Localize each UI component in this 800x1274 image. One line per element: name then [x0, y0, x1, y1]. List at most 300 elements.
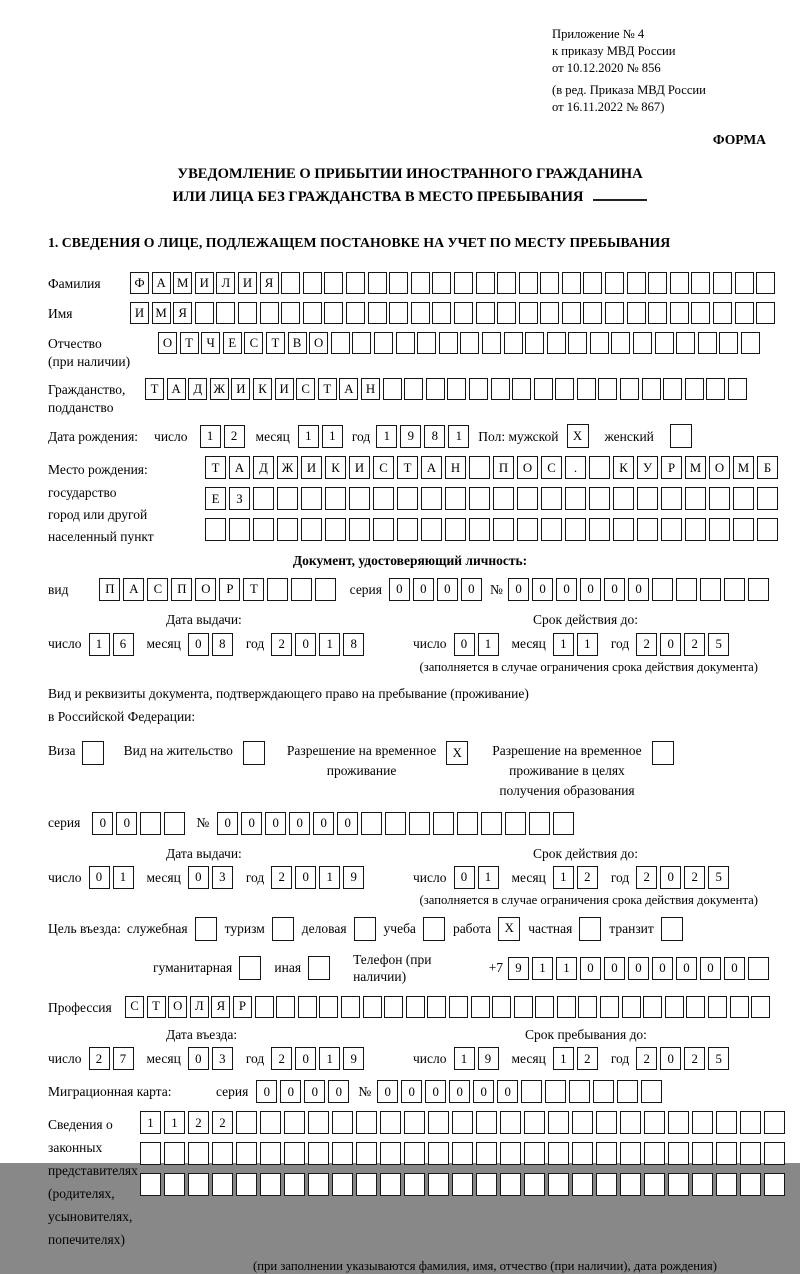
birth-place-input-row2[interactable]: [205, 487, 781, 510]
char-cell[interactable]: 0: [628, 957, 649, 980]
char-cell[interactable]: [140, 812, 161, 835]
char-cell[interactable]: [583, 302, 602, 324]
char-cell[interactable]: [284, 1111, 305, 1134]
char-cell[interactable]: 2: [224, 425, 245, 448]
char-cell[interactable]: И: [349, 456, 370, 479]
char-cell[interactable]: [517, 487, 538, 510]
char-cell[interactable]: А: [152, 272, 171, 294]
char-cell[interactable]: [497, 302, 516, 324]
char-cell[interactable]: [404, 1142, 425, 1165]
char-cell[interactable]: [668, 1173, 689, 1196]
char-cell[interactable]: [188, 1173, 209, 1196]
representatives-input-row2[interactable]: [140, 1142, 788, 1165]
phone-input[interactable]: [508, 957, 772, 980]
char-cell[interactable]: 0: [188, 633, 209, 656]
char-cell[interactable]: [756, 272, 775, 294]
char-cell[interactable]: [620, 378, 639, 400]
char-cell[interactable]: [553, 812, 574, 835]
purpose-checkbox[interactable]: [308, 956, 330, 980]
char-cell[interactable]: [385, 812, 406, 835]
checkbox-cell[interactable]: [239, 956, 261, 980]
char-cell[interactable]: [740, 1111, 761, 1134]
char-cell[interactable]: 0: [92, 812, 113, 835]
char-cell[interactable]: 0: [724, 957, 745, 980]
char-cell[interactable]: [397, 518, 418, 541]
char-cell[interactable]: 0: [295, 866, 316, 889]
migration-number-input[interactable]: [377, 1080, 665, 1103]
char-cell[interactable]: [332, 1173, 353, 1196]
char-cell[interactable]: 0: [461, 578, 482, 601]
char-cell[interactable]: [164, 1173, 185, 1196]
char-cell[interactable]: [534, 378, 553, 400]
char-cell[interactable]: О: [709, 456, 730, 479]
char-cell[interactable]: [389, 272, 408, 294]
purpose-checkbox[interactable]: [423, 917, 445, 941]
char-cell[interactable]: [384, 996, 403, 1018]
char-cell[interactable]: 8: [343, 633, 364, 656]
char-cell[interactable]: С: [244, 332, 263, 354]
char-cell[interactable]: 3: [212, 866, 233, 889]
char-cell[interactable]: М: [733, 456, 754, 479]
char-cell[interactable]: [764, 1173, 785, 1196]
char-cell[interactable]: 2: [684, 633, 705, 656]
char-cell[interactable]: И: [238, 272, 257, 294]
char-cell[interactable]: К: [325, 456, 346, 479]
char-cell[interactable]: [469, 456, 490, 479]
char-cell[interactable]: [730, 996, 749, 1018]
char-cell[interactable]: [596, 1111, 617, 1134]
char-cell[interactable]: [409, 812, 430, 835]
char-cell[interactable]: [692, 1173, 713, 1196]
char-cell[interactable]: [644, 1111, 665, 1134]
char-cell[interactable]: [617, 1080, 638, 1103]
char-cell[interactable]: Л: [190, 996, 209, 1018]
char-cell[interactable]: Б: [757, 456, 778, 479]
char-cell[interactable]: [447, 378, 466, 400]
char-cell[interactable]: Я: [260, 272, 279, 294]
checkbox-cell[interactable]: [354, 917, 376, 941]
entry-year[interactable]: [271, 1047, 367, 1070]
char-cell[interactable]: К: [613, 456, 634, 479]
char-cell[interactable]: 9: [343, 866, 364, 889]
char-cell[interactable]: [700, 578, 721, 601]
char-cell[interactable]: [452, 1173, 473, 1196]
doc-valid-day[interactable]: [454, 633, 502, 656]
checkbox-cell[interactable]: X: [498, 917, 520, 941]
char-cell[interactable]: 0: [532, 578, 553, 601]
char-cell[interactable]: 2: [271, 633, 292, 656]
char-cell[interactable]: П: [171, 578, 192, 601]
char-cell[interactable]: [493, 518, 514, 541]
char-cell[interactable]: 0: [295, 1047, 316, 1070]
char-cell[interactable]: [276, 996, 295, 1018]
visa-checkbox[interactable]: [82, 741, 104, 765]
char-cell[interactable]: [691, 272, 710, 294]
char-cell[interactable]: Т: [318, 378, 337, 400]
char-cell[interactable]: В: [288, 332, 307, 354]
char-cell[interactable]: А: [167, 378, 186, 400]
char-cell[interactable]: [454, 272, 473, 294]
purpose-checkbox[interactable]: [195, 917, 217, 941]
char-cell[interactable]: [562, 272, 581, 294]
char-cell[interactable]: У: [637, 456, 658, 479]
char-cell[interactable]: [471, 996, 490, 1018]
char-cell[interactable]: [748, 957, 769, 980]
char-cell[interactable]: [308, 1111, 329, 1134]
char-cell[interactable]: 1: [322, 425, 343, 448]
char-cell[interactable]: [346, 272, 365, 294]
char-cell[interactable]: 2: [684, 1047, 705, 1070]
char-cell[interactable]: [686, 996, 705, 1018]
char-cell[interactable]: [452, 1111, 473, 1134]
char-cell[interactable]: [541, 518, 562, 541]
char-cell[interactable]: [756, 302, 775, 324]
char-cell[interactable]: [236, 1111, 257, 1134]
char-cell[interactable]: 1: [454, 1047, 475, 1070]
char-cell[interactable]: [548, 1111, 569, 1134]
char-cell[interactable]: [716, 1173, 737, 1196]
char-cell[interactable]: И: [130, 302, 149, 324]
char-cell[interactable]: 1: [376, 425, 397, 448]
char-cell[interactable]: [428, 1142, 449, 1165]
char-cell[interactable]: [421, 518, 442, 541]
char-cell[interactable]: [512, 378, 531, 400]
char-cell[interactable]: [303, 302, 322, 324]
char-cell[interactable]: [519, 302, 538, 324]
char-cell[interactable]: [476, 1173, 497, 1196]
char-cell[interactable]: Т: [145, 378, 164, 400]
char-cell[interactable]: [613, 518, 634, 541]
char-cell[interactable]: [740, 1142, 761, 1165]
char-cell[interactable]: 0: [89, 866, 110, 889]
checkbox-cell[interactable]: [82, 741, 104, 765]
birth-day-input[interactable]: [200, 425, 248, 448]
char-cell[interactable]: [469, 487, 490, 510]
char-cell[interactable]: [524, 1173, 545, 1196]
char-cell[interactable]: [593, 1080, 614, 1103]
char-cell[interactable]: [505, 812, 526, 835]
char-cell[interactable]: 5: [708, 866, 729, 889]
char-cell[interactable]: [733, 518, 754, 541]
char-cell[interactable]: 1: [319, 866, 340, 889]
char-cell[interactable]: [469, 378, 488, 400]
char-cell[interactable]: [374, 332, 393, 354]
birth-month-input[interactable]: [298, 425, 346, 448]
char-cell[interactable]: [260, 1173, 281, 1196]
char-cell[interactable]: [565, 487, 586, 510]
char-cell[interactable]: 0: [328, 1080, 349, 1103]
char-cell[interactable]: [524, 1111, 545, 1134]
char-cell[interactable]: [596, 1142, 617, 1165]
patronymic-input[interactable]: [158, 332, 763, 354]
char-cell[interactable]: [642, 378, 661, 400]
surname-input[interactable]: [130, 272, 778, 294]
char-cell[interactable]: Д: [188, 378, 207, 400]
checkbox-cell[interactable]: X: [567, 424, 589, 448]
char-cell[interactable]: [535, 996, 554, 1018]
char-cell[interactable]: 0: [241, 812, 262, 835]
char-cell[interactable]: 1: [113, 866, 134, 889]
char-cell[interactable]: [373, 518, 394, 541]
char-cell[interactable]: [555, 378, 574, 400]
purpose-checkbox[interactable]: [354, 917, 376, 941]
char-cell[interactable]: 0: [660, 866, 681, 889]
doc-issue-month[interactable]: [188, 633, 236, 656]
char-cell[interactable]: 1: [298, 425, 319, 448]
char-cell[interactable]: [497, 272, 516, 294]
char-cell[interactable]: [164, 1142, 185, 1165]
char-cell[interactable]: 2: [577, 1047, 598, 1070]
residence-series-input[interactable]: [92, 812, 188, 835]
char-cell[interactable]: Т: [147, 996, 166, 1018]
char-cell[interactable]: 0: [217, 812, 238, 835]
char-cell[interactable]: [578, 996, 597, 1018]
char-cell[interactable]: 0: [628, 578, 649, 601]
char-cell[interactable]: [620, 1173, 641, 1196]
residence-issue-year[interactable]: [271, 866, 367, 889]
char-cell[interactable]: С: [541, 456, 562, 479]
char-cell[interactable]: [663, 378, 682, 400]
char-cell[interactable]: [529, 812, 550, 835]
char-cell[interactable]: [260, 302, 279, 324]
char-cell[interactable]: [685, 378, 704, 400]
char-cell[interactable]: Н: [361, 378, 380, 400]
char-cell[interactable]: [315, 578, 336, 601]
char-cell[interactable]: [460, 332, 479, 354]
char-cell[interactable]: [319, 996, 338, 1018]
char-cell[interactable]: М: [685, 456, 706, 479]
char-cell[interactable]: [572, 1142, 593, 1165]
purpose-checkbox[interactable]: [661, 917, 683, 941]
doc-series-input[interactable]: [389, 578, 485, 601]
char-cell[interactable]: [205, 518, 226, 541]
char-cell[interactable]: [685, 487, 706, 510]
char-cell[interactable]: [713, 272, 732, 294]
char-cell[interactable]: [298, 996, 317, 1018]
char-cell[interactable]: [613, 487, 634, 510]
char-cell[interactable]: Т: [243, 578, 264, 601]
char-cell[interactable]: 0: [389, 578, 410, 601]
char-cell[interactable]: 2: [188, 1111, 209, 1134]
char-cell[interactable]: [637, 518, 658, 541]
char-cell[interactable]: [572, 1111, 593, 1134]
char-cell[interactable]: И: [301, 456, 322, 479]
char-cell[interactable]: Е: [205, 487, 226, 510]
char-cell[interactable]: [641, 1080, 662, 1103]
char-cell[interactable]: 0: [604, 957, 625, 980]
char-cell[interactable]: [260, 1111, 281, 1134]
char-cell[interactable]: [596, 1173, 617, 1196]
char-cell[interactable]: С: [373, 456, 394, 479]
char-cell[interactable]: Р: [661, 456, 682, 479]
char-cell[interactable]: [545, 1080, 566, 1103]
char-cell[interactable]: [361, 812, 382, 835]
stay-until-day[interactable]: [454, 1047, 502, 1070]
char-cell[interactable]: 9: [343, 1047, 364, 1070]
char-cell[interactable]: О: [195, 578, 216, 601]
char-cell[interactable]: 0: [188, 1047, 209, 1070]
char-cell[interactable]: 9: [478, 1047, 499, 1070]
char-cell[interactable]: [648, 272, 667, 294]
char-cell[interactable]: [332, 1142, 353, 1165]
char-cell[interactable]: [741, 332, 760, 354]
char-cell[interactable]: [396, 332, 415, 354]
char-cell[interactable]: [476, 1111, 497, 1134]
char-cell[interactable]: [341, 996, 360, 1018]
char-cell[interactable]: 0: [473, 1080, 494, 1103]
char-cell[interactable]: 1: [319, 1047, 340, 1070]
char-cell[interactable]: [212, 1173, 233, 1196]
char-cell[interactable]: [216, 302, 235, 324]
char-cell[interactable]: С: [125, 996, 144, 1018]
char-cell[interactable]: [457, 812, 478, 835]
char-cell[interactable]: Т: [205, 456, 226, 479]
char-cell[interactable]: [253, 518, 274, 541]
char-cell[interactable]: Т: [397, 456, 418, 479]
char-cell[interactable]: [764, 1111, 785, 1134]
char-cell[interactable]: Т: [266, 332, 285, 354]
char-cell[interactable]: [548, 1142, 569, 1165]
char-cell[interactable]: [569, 1080, 590, 1103]
char-cell[interactable]: [668, 1142, 689, 1165]
char-cell[interactable]: [627, 302, 646, 324]
char-cell[interactable]: [728, 378, 747, 400]
char-cell[interactable]: [709, 487, 730, 510]
char-cell[interactable]: И: [195, 272, 214, 294]
char-cell[interactable]: [428, 1111, 449, 1134]
char-cell[interactable]: [504, 332, 523, 354]
char-cell[interactable]: [346, 302, 365, 324]
doc-issue-year[interactable]: [271, 633, 367, 656]
char-cell[interactable]: [325, 487, 346, 510]
char-cell[interactable]: [432, 302, 451, 324]
char-cell[interactable]: 0: [508, 578, 529, 601]
char-cell[interactable]: [404, 378, 423, 400]
checkbox-cell[interactable]: [579, 917, 601, 941]
char-cell[interactable]: Р: [219, 578, 240, 601]
char-cell[interactable]: [605, 302, 624, 324]
char-cell[interactable]: 0: [265, 812, 286, 835]
char-cell[interactable]: 2: [89, 1047, 110, 1070]
char-cell[interactable]: [583, 272, 602, 294]
char-cell[interactable]: [557, 996, 576, 1018]
char-cell[interactable]: 0: [425, 1080, 446, 1103]
checkbox-cell[interactable]: [243, 741, 265, 765]
char-cell[interactable]: [719, 332, 738, 354]
char-cell[interactable]: [525, 332, 544, 354]
char-cell[interactable]: [751, 996, 770, 1018]
char-cell[interactable]: [735, 272, 754, 294]
char-cell[interactable]: [706, 378, 725, 400]
char-cell[interactable]: [324, 302, 343, 324]
char-cell[interactable]: [140, 1173, 161, 1196]
char-cell[interactable]: [404, 1173, 425, 1196]
char-cell[interactable]: [417, 332, 436, 354]
char-cell[interactable]: [352, 332, 371, 354]
char-cell[interactable]: А: [421, 456, 442, 479]
representatives-input-row3[interactable]: [140, 1173, 788, 1196]
char-cell[interactable]: [600, 996, 619, 1018]
char-cell[interactable]: [411, 272, 430, 294]
char-cell[interactable]: 1: [532, 957, 553, 980]
purpose-checkbox[interactable]: [239, 956, 261, 980]
purpose-checkbox[interactable]: [579, 917, 601, 941]
char-cell[interactable]: 0: [437, 578, 458, 601]
char-cell[interactable]: [668, 1111, 689, 1134]
char-cell[interactable]: [764, 1142, 785, 1165]
residence-valid-month[interactable]: [553, 866, 601, 889]
char-cell[interactable]: [482, 332, 501, 354]
char-cell[interactable]: 2: [636, 633, 657, 656]
profession-input[interactable]: [125, 996, 773, 1018]
char-cell[interactable]: 1: [556, 957, 577, 980]
char-cell[interactable]: [481, 812, 502, 835]
char-cell[interactable]: О: [517, 456, 538, 479]
char-cell[interactable]: [644, 1142, 665, 1165]
char-cell[interactable]: [540, 272, 559, 294]
char-cell[interactable]: 0: [556, 578, 577, 601]
checkbox-cell[interactable]: [308, 956, 330, 980]
char-cell[interactable]: 2: [271, 1047, 292, 1070]
char-cell[interactable]: 9: [508, 957, 529, 980]
char-cell[interactable]: [469, 518, 490, 541]
char-cell[interactable]: 2: [636, 1047, 657, 1070]
char-cell[interactable]: [236, 1173, 257, 1196]
temp-residence-checkbox[interactable]: [446, 741, 468, 765]
checkbox-cell[interactable]: [423, 917, 445, 941]
char-cell[interactable]: [140, 1142, 161, 1165]
char-cell[interactable]: 0: [413, 578, 434, 601]
char-cell[interactable]: [620, 1142, 641, 1165]
char-cell[interactable]: 0: [454, 633, 475, 656]
char-cell[interactable]: [519, 272, 538, 294]
char-cell[interactable]: [691, 302, 710, 324]
char-cell[interactable]: 2: [684, 866, 705, 889]
char-cell[interactable]: 8: [212, 633, 233, 656]
char-cell[interactable]: [665, 996, 684, 1018]
char-cell[interactable]: [383, 378, 402, 400]
char-cell[interactable]: [670, 272, 689, 294]
char-cell[interactable]: [568, 332, 587, 354]
char-cell[interactable]: [212, 1142, 233, 1165]
char-cell[interactable]: Я: [211, 996, 230, 1018]
char-cell[interactable]: 6: [113, 633, 134, 656]
char-cell[interactable]: 0: [289, 812, 310, 835]
checkbox-cell[interactable]: X: [446, 741, 468, 765]
temp-residence-edu-checkbox[interactable]: [652, 741, 674, 765]
char-cell[interactable]: 7: [113, 1047, 134, 1070]
char-cell[interactable]: [308, 1173, 329, 1196]
char-cell[interactable]: [740, 1173, 761, 1196]
char-cell[interactable]: С: [147, 578, 168, 601]
char-cell[interactable]: [676, 332, 695, 354]
char-cell[interactable]: [589, 518, 610, 541]
char-cell[interactable]: [605, 272, 624, 294]
doc-valid-year[interactable]: [636, 633, 732, 656]
char-cell[interactable]: 1: [89, 633, 110, 656]
char-cell[interactable]: 1: [140, 1111, 161, 1134]
char-cell[interactable]: [547, 332, 566, 354]
char-cell[interactable]: [541, 487, 562, 510]
char-cell[interactable]: [713, 302, 732, 324]
char-cell[interactable]: [421, 487, 442, 510]
char-cell[interactable]: 0: [580, 578, 601, 601]
char-cell[interactable]: 2: [212, 1111, 233, 1134]
char-cell[interactable]: [748, 578, 769, 601]
char-cell[interactable]: 9: [400, 425, 421, 448]
char-cell[interactable]: Ж: [210, 378, 229, 400]
char-cell[interactable]: [565, 518, 586, 541]
